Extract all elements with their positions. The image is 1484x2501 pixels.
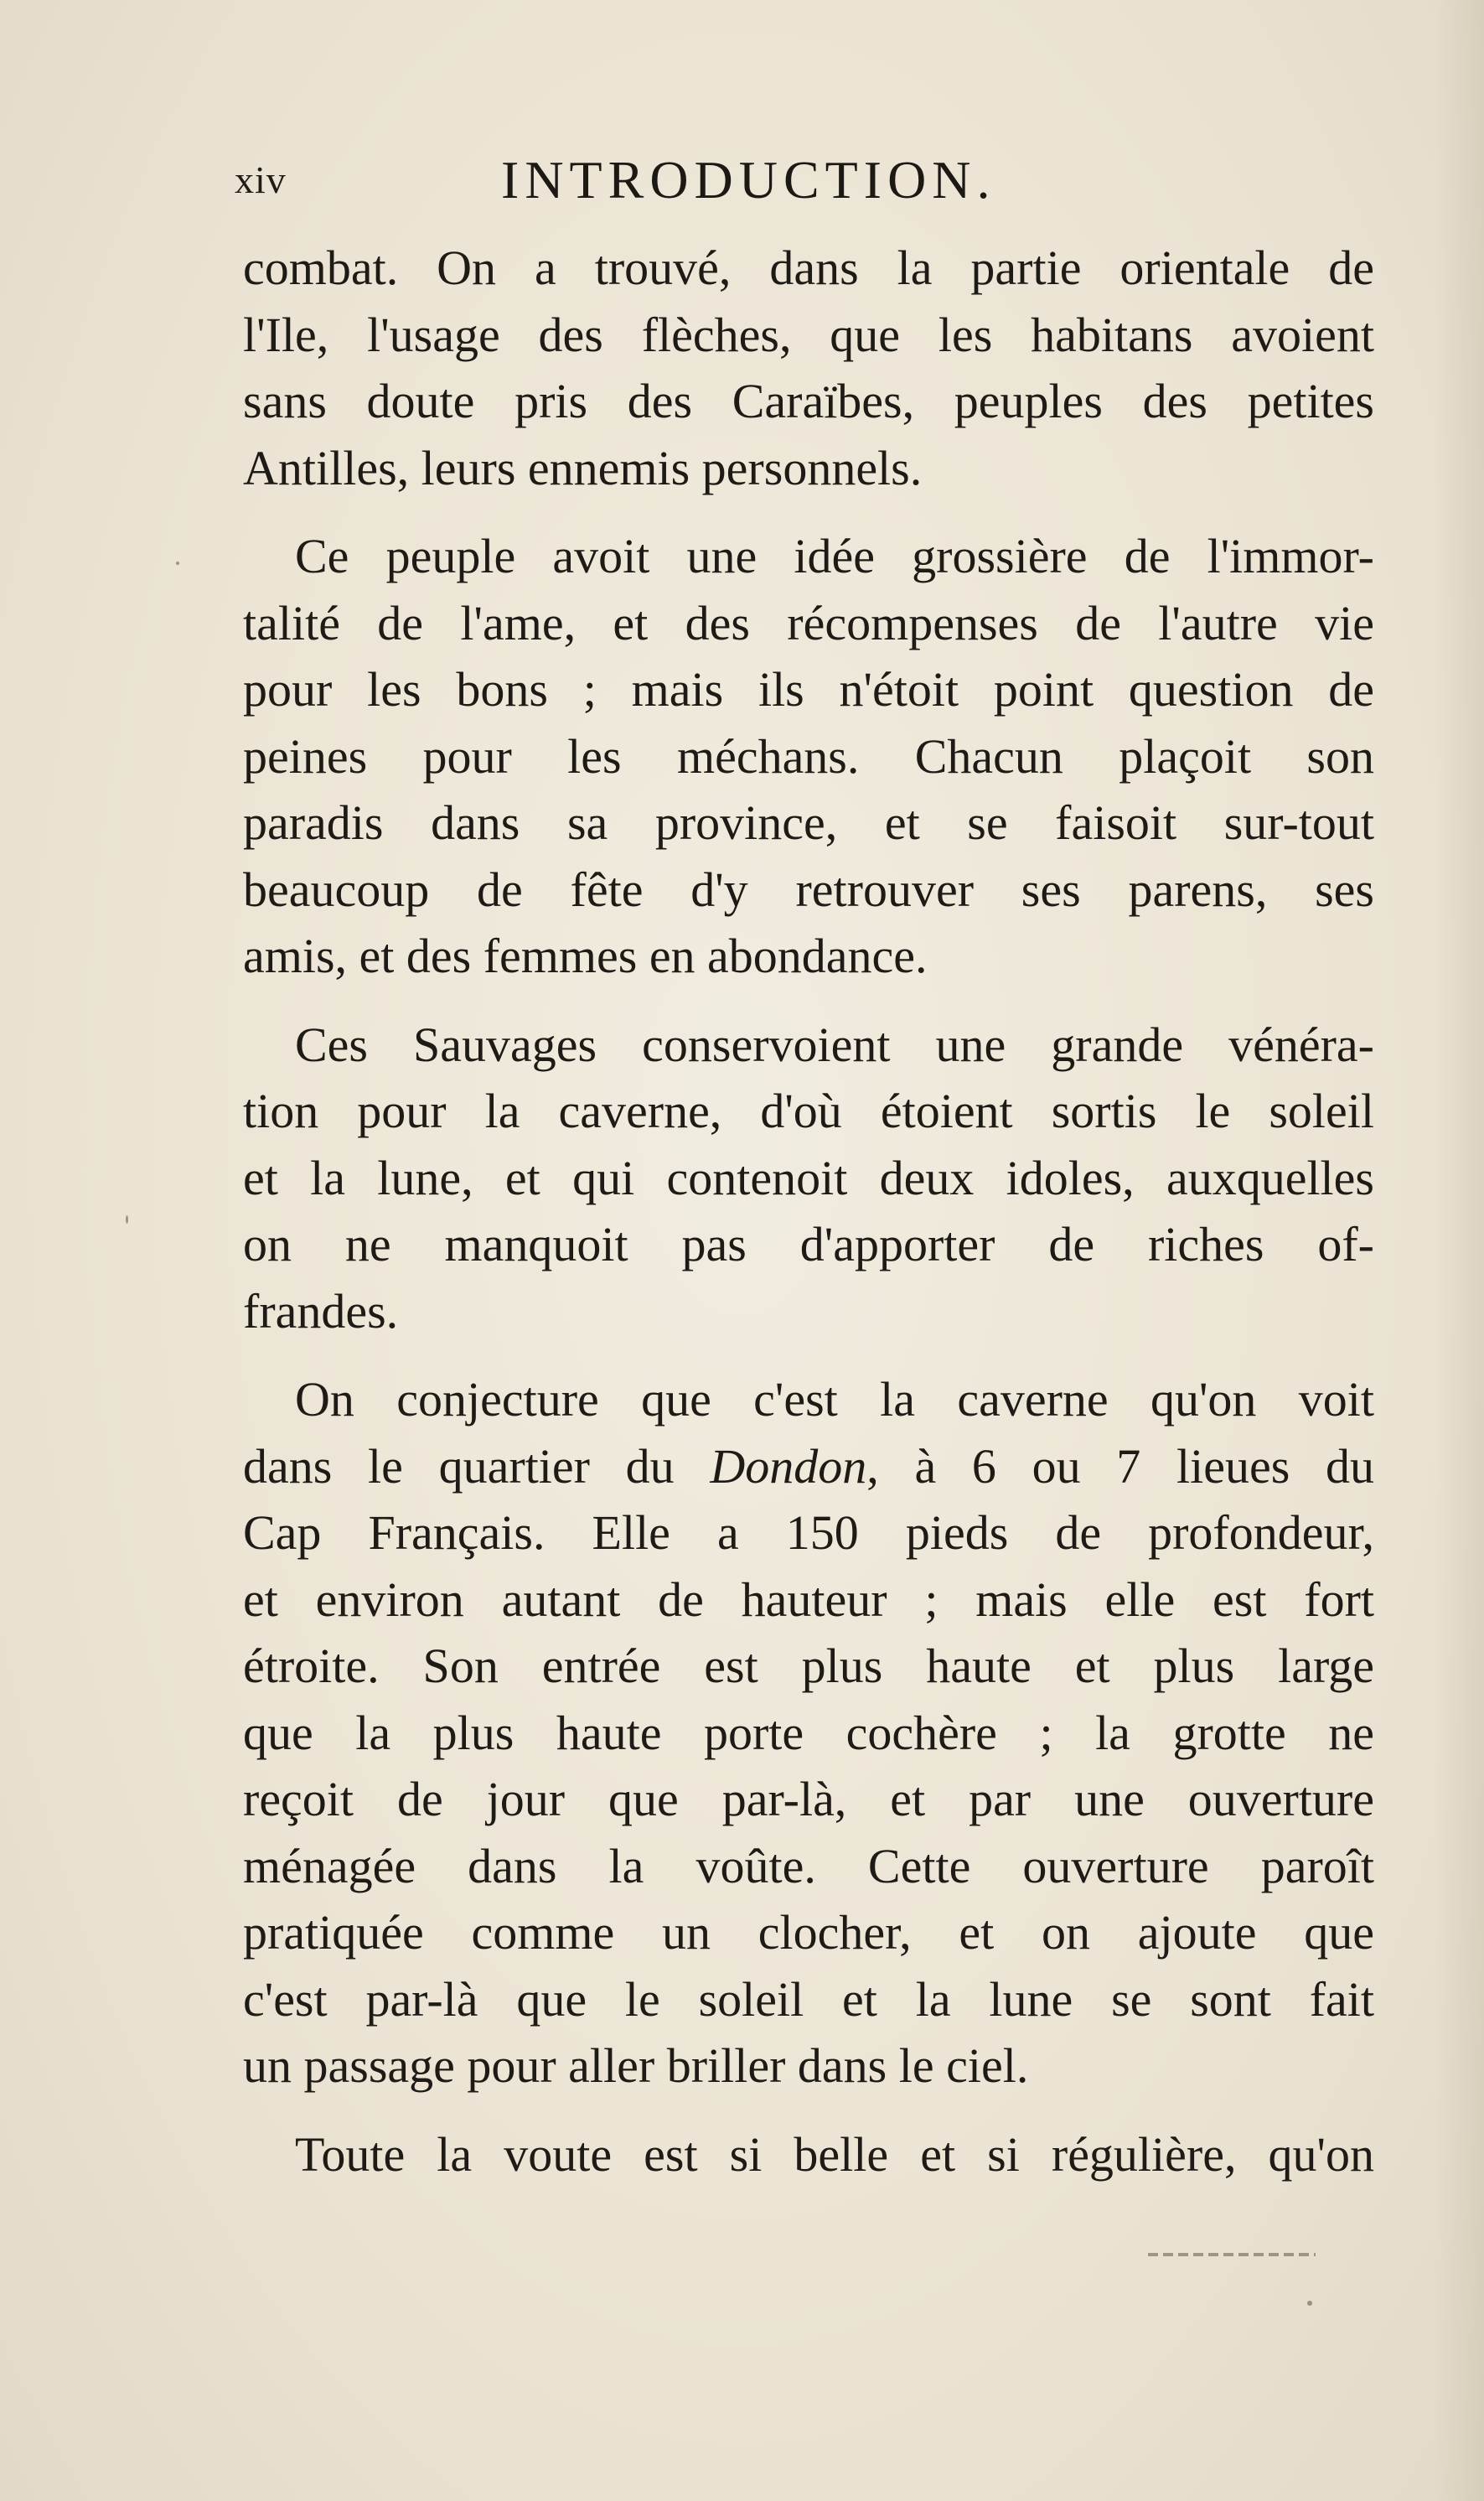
paragraph-4	[243, 1366, 1374, 2100]
text-line: Antilles, leurs ennemis personnels.	[243, 440, 923, 495]
text-line: tion pour la caverne, d'où étoient sortis le soleil	[243, 1084, 1374, 1138]
text-line: et la lune, et qui contenoit deux idoles, auxquelles	[243, 1150, 1374, 1205]
text-line: étroite. Son entrée est plus haute et plus large	[243, 1639, 1374, 1693]
text-line: Ce peuple avoit une idée grossière de l'immor-	[295, 529, 1374, 583]
paragraph-2	[243, 523, 1374, 990]
text-line: combat. On a trouvé, dans la partie orientale de	[243, 241, 1374, 295]
text-line: reçoit de jour que par-là, et par une ouverture	[243, 1772, 1374, 1826]
ink-speck	[126, 1215, 128, 1224]
place-name-dondon: Dondon	[710, 1438, 867, 1494]
text-line: pratiquée comme un clocher, et on ajoute que	[243, 1905, 1374, 1960]
text-line: beaucoup de fête d'y retrouver ses parens, ses	[243, 862, 1374, 917]
body-text	[243, 235, 1374, 2209]
text-line: Toute la voute est si belle et si régulière, qu'on	[295, 2126, 1374, 2182]
text-line: Cap Français. Elle a 150 pieds de profondeur,	[243, 1505, 1374, 1560]
text-line: que la plus haute porte cochère ; la grotte ne	[243, 1705, 1374, 1760]
ink-speck	[1307, 2301, 1312, 2306]
text-line: pour les bons ; mais ils n'étoit point question de	[243, 662, 1374, 717]
text-line: frandes.	[243, 1283, 399, 1339]
paragraph-3	[243, 1012, 1374, 1345]
text-line	[243, 1433, 1374, 1500]
text-line: sans doute pris des Caraïbes, peuples des petites	[243, 374, 1374, 428]
text-line: Ces Sauvages conservoient une grande vénéra-	[295, 1017, 1374, 1072]
page-header	[235, 149, 1408, 216]
page-edge-shadow	[1434, 0, 1484, 2501]
text-line: amis, et des femmes en abondance.	[243, 929, 928, 983]
paragraph-5	[243, 2121, 1374, 2188]
ink-speck	[176, 562, 179, 565]
text-line: talité de l'ame, et des récompenses de l'autre vie	[243, 595, 1374, 650]
text-line: paradis dans sa province, et se faisoit sur-tout	[243, 795, 1374, 850]
text-line: c'est par-là que le soleil et la lune se sont fait	[243, 1971, 1374, 2027]
paragraph-1	[243, 235, 1374, 501]
text-segment: , à 6 ou 7 lieues du	[866, 1438, 1375, 1494]
text-line: et environ autant de hauteur ; mais elle est fort	[243, 1572, 1374, 1627]
text-line: On conjecture que c'est la caverne qu'on voit	[295, 1372, 1374, 1427]
text-line: on ne manquoit pas d'apporter de riches of-	[243, 1217, 1374, 1271]
running-title: INTRODUCTION.	[501, 150, 996, 210]
text-line: peines pour les méchans. Chacun plaçoit son	[243, 728, 1374, 784]
ink-smudge	[1148, 2253, 1316, 2256]
text-line: l'Ile, l'usage des flèches, que les habitans avoient	[243, 307, 1374, 362]
page-number: xiv	[235, 158, 287, 201]
text-line: un passage pour aller briller dans le ciel.	[243, 2038, 1029, 2093]
text-line: ménagée dans la voûte. Cette ouverture paroît	[243, 1838, 1374, 1893]
text-segment: dans le quartier du	[243, 1438, 711, 1494]
